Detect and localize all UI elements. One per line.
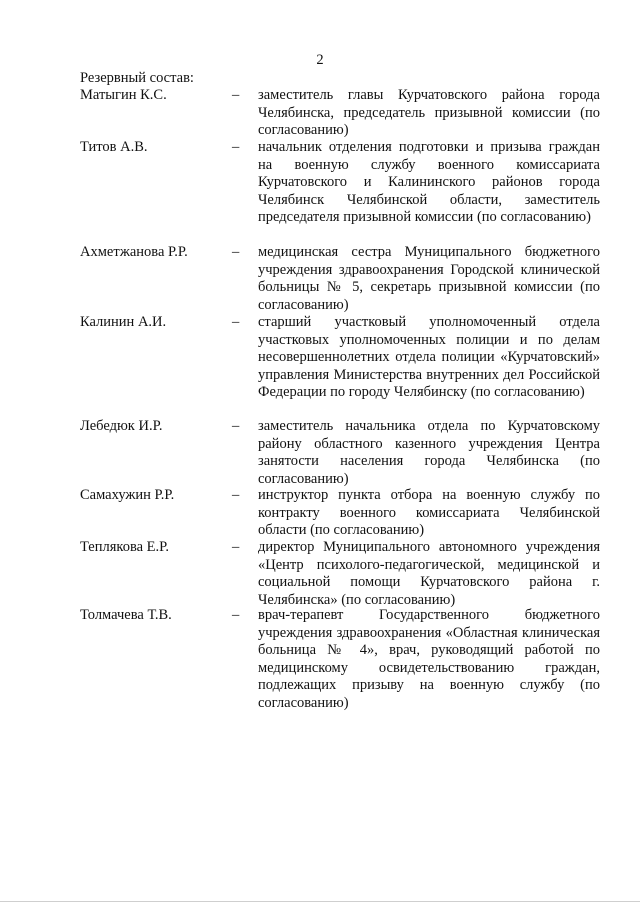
dash-separator: – [232,487,240,503]
member-description: директор Муниципального автономного учреждения «Центр психолого-педагогической, медицинской и социальной помощи Курчатовского района г. Челябинска» (по согласованию) [258,539,600,608]
member-description: заместитель главы Курчатовского района города Челябинска, председатель призывной комиссии (по согласованию) [258,87,600,139]
dash-separator: – [232,244,240,260]
member-name: Самахужин Р.Р. [80,487,175,503]
member-description: заместитель начальника отдела по Курчатовскому району областного казенного учреждения Центра занятости населения города Челябинска (по согласованию) [258,418,600,487]
dash-separator: – [232,607,240,623]
section-heading: Резервный состав: [80,70,194,86]
dash-separator: – [232,87,240,103]
member-name: Титов А.В. [80,139,148,155]
page-number: 2 [316,52,324,68]
member-description: инструктор пункта отбора на военную службу по контракту военного комиссариата Челябинской области (по согласованию) [258,487,600,539]
member-name: Лебедюк И.Р. [80,418,163,434]
dash-separator: – [232,418,240,434]
dash-separator: – [232,539,240,555]
member-description: медицинская сестра Муниципального бюджетного учреждения здравоохранения Городской клинической больницы № 5, секретарь призывной комиссии (по согласованию) [258,244,600,313]
dash-separator: – [232,139,240,155]
member-name: Ахметжанова Р.Р. [80,244,188,260]
member-description: врач-терапевт Государственного бюджетного учреждения здравоохранения «Областная клиническая больница № 4», врач, руководящий работой по медицинскому освидетельствованию граждан, подлежащих призыву на военную службу (по согласованию) [258,607,600,711]
member-description: начальник отделения подготовки и призыва граждан на военную службу военного комиссариата Курчатовского и Калининского районов города Челябинск Челябинской области, заместитель председателя призывной комиссии (по согласованию) [258,139,600,226]
member-name: Матыгин К.С. [80,87,167,103]
member-description: старший участковый уполномоченный отдела участковых уполномоченных полиции и по делам несовершеннолетних отдела полиции «Курчатовский» управления Министерства внутренних дел Российской Федерации по городу Челябинску (по согласованию) [258,314,600,401]
dash-separator: – [232,314,240,330]
member-name: Калинин А.И. [80,314,167,330]
member-name: Теплякова Е.Р. [80,539,170,555]
member-name: Толмачева Т.В. [80,607,172,623]
page-bottom-edge [0,901,640,902]
